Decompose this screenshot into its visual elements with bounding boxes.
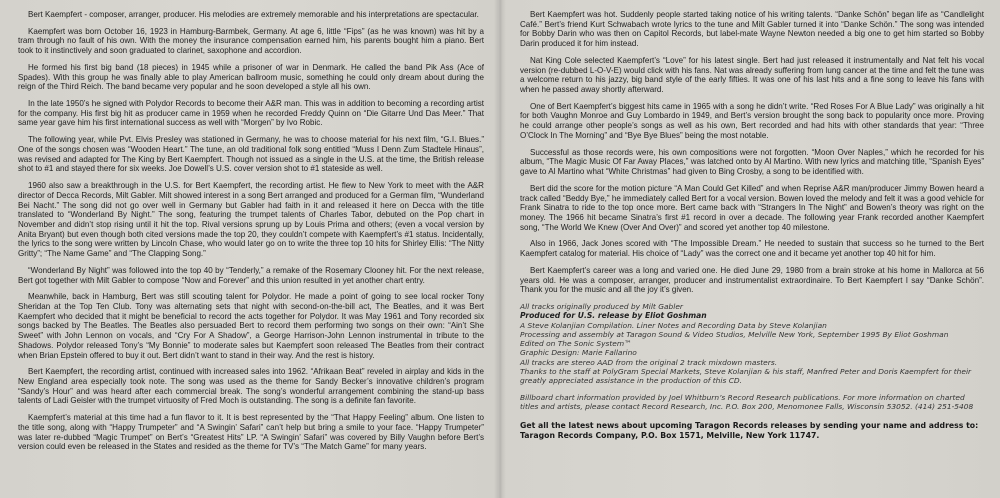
paragraph-9: Bert Kaempfert, the recording artist, continued with increased sales into 1962. “Afrikaan Beat” reveled in airplay and kids in the New England area especially took note. The song was used as the theme for Sandy Becker’s innovative children’s program “Sandy’s Hour” and was heard after each commercial break. The song’s wonderful arrangement combining the stand-up bass talents of Ladi Geisler with the trumpet virtuosity of Fred Moch is outstanding. The song is a definite fan favorite. bbox=[18, 367, 484, 406]
paragraph-6: 1960 also saw a breakthrough in the U.S. for Bert Kaempfert, the recording artist. He flew to New York to meet with the A&R director of Decca Records, Milt Gabler. Milt showed interest in a song Bert arranged and produced for a German film, “Wunderland Bei Nacht.” The song did not go over well in Germany but Gabler had faith in it and released it here on Decca with the title translated to “Wonderland By Night.” The song, featuring the trumpet talents of Charles Tabor, debuted on the Pop chart in November and didn’t stop rising until it hit the top. Rival versions sprung up by Louis Prima and others; (even a vocal version by Anita Bryant) but even though both cited versions made the top 20, they couldn’t compete with Kaempfert’s #1 status. Incidentally, the lyrics to the song were written by Lincoln Chase, who would later go on to write the three top 10 hits for Shirley Ellis: “The Nitty Gritty”; “The Name Game” and “The Clapping Song.” bbox=[18, 181, 484, 259]
credit-line: Processing and assembly at Taragon Sound & Video Studios, Melville New York, September 1995 By Eliot Goshman bbox=[520, 329, 949, 339]
news-line-address: Taragon Records Company, P.O. Box 1571, Melville, New York 11747. bbox=[520, 430, 820, 440]
paragraph-14: Successful as those records were, his own compositions were not forgotten. “Moon Over Naples,” which he recorded for his album, “The Magic Music Of Far Away Places,” was latched onto by Al Martino. With new lyrics and matching title, “Spanish Eyes” gave to Al Martino what “White Christmas” had given to Bing Crosby, a song to be identified with. bbox=[520, 147, 984, 177]
credit-line: Edited on The Sonic System™ bbox=[520, 339, 632, 349]
left-page bbox=[0, 0, 498, 498]
paragraph-13: One of Bert Kaempfert’s biggest hits came in 1965 with a song he didn’t write. “Red Roses For A Blue Lady” was originally a hit for both Vaughn Monroe and Guy Lombardo in 1949, and Bert’s version brought the song back to popularity once more. Proving he could arrange other people’s songs as well as his own, Bert recorded and had hits with other standards that year: “Three O’Clock In The Morning” and “Bye Bye Blues” being the most notable. bbox=[520, 101, 984, 140]
paragraph-10: Kaempfert’s material at this time had a fun flavor to it. It is best represented by the “That Happy Feeling” album. One listen to the title song, along with “Happy Trumpeter” and “A Swingin’ Safari” can’t help but bring a smile to your face. “Happy Trumpeter” was later re-dubbed “Magic Trumpet” on Bert’s “Greatest Hits” LP. “A Swingin’ Safari” was covered by Billy Vaughn before Bert’s version could even be released in the States and resided as the theme for TV’s “The Match Game” for many years. bbox=[18, 413, 484, 452]
credit-line: Thanks to the staff at PolyGram Special Markets, Steve Kolanjian & his staff, Manfred Peter and Doris Kaempfert for their bbox=[520, 366, 972, 376]
credit-line: A Steve Kolanjian Compilation. Liner Notes and Recording Data by Steve Kolanjian bbox=[520, 320, 827, 330]
billboard-notice bbox=[520, 393, 984, 412]
billboard-line: titles and artists, please contact Record Research, Inc. P.O. Box 200, Menomonee Falls, Wisconsin 53052. (414) 251-5408 bbox=[520, 401, 974, 411]
paragraph-5: The following year, while Pvt. Elvis Presley was stationed in Germany, he was to choose material for his next film, “G.I. Blues.” One of the songs chosen was “Wooden Heart.” The tune, an old traditional folk song entitled “Muss I Denn Zum Stadtele Hinaus”, was revised and adapted for The King by Bert Kaempfert. Though not issued as a single in the U.S. at the time, the British release shot to #1 and stayed there for six weeks. Joe Dowell’s U.S. cover version shot to #1 stateside as well. bbox=[18, 135, 484, 174]
billboard-line: Billboard chart information provided by Joel Whitburn’s Record Research publications. For more information on charted bbox=[520, 392, 965, 402]
credit-line: Graphic Design: Marie Fallarino bbox=[520, 348, 637, 358]
paragraph-7: “Wonderland By Night” was followed into the top 40 by “Tenderly,” a remake of the Rosemary Clooney hit. For the next release, Bert got together with Milt Gabler to compose “Now and Forever” and this union resulted in yet another chart entry. bbox=[18, 265, 484, 285]
credit-line: greatly appreciated assistance in the production of this CD. bbox=[520, 376, 742, 386]
paragraph-16: Also in 1966, Jack Jones scored with “The Impossible Dream.” He needed to sustain that success so he turned to the Bert Kaempfert catalog for material. His choice of “Lady” was the correct one and it became yet another top 40 hit for him. bbox=[520, 239, 984, 259]
paragraph-4: In the late 1950’s he signed with Polydor Records to become their A&R man. This was in addition to becoming a recording artist for the company. His first big hit as producer came in 1959 when he recorded Freddy Quinn on “Die Gitarre Und Das Meer.” That same year gave him his first international success as well with “Morgen” by Ivo Robic. bbox=[18, 99, 484, 128]
paragraph-2: Kaempfert was born October 16, 1923 in Hamburg-Barmbek, Germany. At age 6, little “Fips” (as he was known) was hit by a tram through no fault of his own. With the money the insurance compensation earned him, his parents bought him a piano. Bert took to it instinctively and soon graduated to clarinet, saxophone and accordion. bbox=[18, 26, 484, 56]
paragraph-3: He formed his first big band (18 pieces) in 1945 while a prisoner of war in Denmark. He called the band Pik Ass (Ace of Spades). With this group he was finally able to play American ballroom music, something he could only dream about during the reign of the Third Reich. The band became very popular and he soon developed a style all his own. bbox=[18, 62, 484, 92]
credit-line: All tracks are stereo AAD from the original 2 track mixdown masters. bbox=[520, 357, 778, 367]
paragraph-12: Nat King Cole selected Kaempfert’s “Love” for his latest single. Bert had just released it instrumentally and Nat felt his vocal version (re-dubbed L-O-V-E) would click with his fans. Nat was already suffering from lung cancer at the time and felt the tune was a welcome return to his jazzy, big band style of the early fifties. It was one of his last hits and a fine song to leave his fans with when he passed away shortly afterward. bbox=[520, 55, 984, 95]
paragraph-1: Bert Kaempfert - composer, arranger, producer. His melodies are extremely memorable and his interpretations are spectacular. bbox=[28, 10, 479, 19]
news-line: Get all the latest news about upcoming Taragon Records releases by sending your name and address to: bbox=[520, 421, 979, 431]
paragraph-17: Bert Kaempfert’s career was a long and varied one. He died June 29, 1980 from a brain stroke at his home in Mallorca at 56 years old. He was a composer, arranger, producer and instrumentalist extraordinaire. To Bert Kaempfert I say “Danke Schön”. Thank you for the music and all the joy it’s given. bbox=[520, 265, 984, 295]
mailing-list-notice bbox=[520, 421, 984, 440]
credit-line-producer: Produced for U.S. release by Eliot Goshman bbox=[520, 311, 707, 321]
paragraph-15: Bert did the score for the motion picture “A Man Could Get Killed” and when Reprise A&R man/producer Jimmy Bowen heard a track called “Beddy Bye,” he immediately called Bert for a vocal version. Bowen loved the melody and felt it was a good vehicle for Frank Sinatra to ride to the top once more. Bert came back with “Strangers In The Night” and Bowen’s theory was right on the money. The 1966 hit became Sinatra’s first #1 record in over a decade. The following year Frank recorded another Kaempfert song, “The World We Knew (Over And Over)” and scored yet another top 40 milestone. bbox=[520, 183, 984, 232]
production-credits bbox=[520, 302, 984, 386]
paragraph-8: Meanwhile, back in Hamburg, Bert was still scouting talent for Polydor. He made a point of going to see local rocker Tony Sheridan at the Top Ten Club. Tony was alternating sets that night with second-on-the-bill act, The Beatles, and it was Bert Kaempfert who decided that it might be beneficial to record the acts together for Polydor. It was May 1961 and Tony recorded six songs backed by The Beatles. The Beatles also persuaded Bert to record them performing two songs on their own: “Ain’t She Sweet” with John Lennon on vocals, and “Cry For A Shadow”, a George Harrison-John Lennon instrumental in tribute to the Shadows. Polydor released Tony’s “My Bonnie” to moderate sales but Kaempfert soon released The Beatles from their contract when Brian Epstein offered to buy it out. Bert didn’t want to stand in their way. And the rest is history. bbox=[18, 292, 484, 360]
paragraph-11: Bert Kaempfert was hot. Suddenly people started taking notice of his writing talents. “Danke Schön” began life as “Candlelight Café.” Bert’s friend Kurt Schwabach wrote lyrics to the tune and Milt Gabler turned it into “Danke Schön.” The song was intended for Bobby Darin who was then on Capitol Records, but label-mate Wayne Newton needed a big one to get him started so Bobby Darin produced it for him instead. bbox=[520, 10, 984, 49]
right-page bbox=[498, 0, 1000, 498]
credit-line: All tracks originally produced by Milt Gabler bbox=[520, 301, 683, 311]
